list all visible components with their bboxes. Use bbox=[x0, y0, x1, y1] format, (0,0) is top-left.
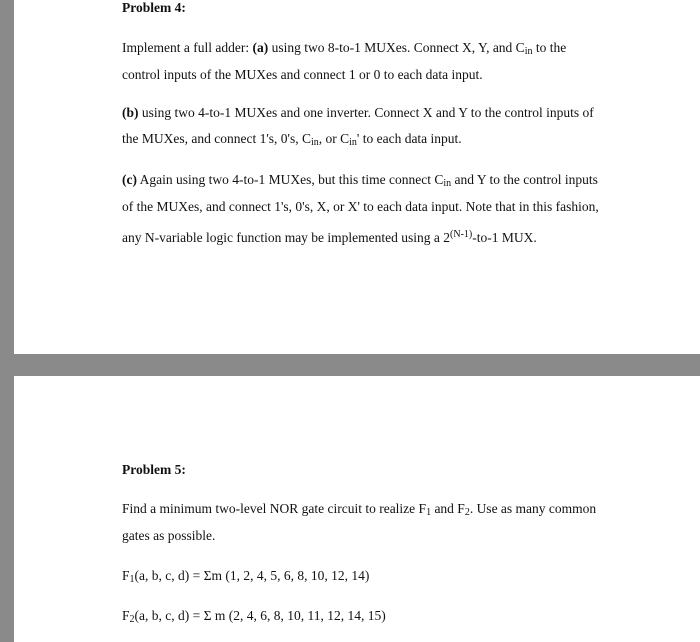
c-text-4: -to-1 MUX. bbox=[472, 230, 537, 245]
part-c-label: (c) bbox=[122, 172, 137, 187]
c-text-2: and Y to the control inputs bbox=[451, 172, 598, 187]
f1-equation bbox=[122, 568, 369, 585]
document-page-2 bbox=[14, 376, 700, 642]
sub-1: 1 bbox=[426, 507, 432, 518]
sub-2: 2 bbox=[464, 507, 470, 518]
f2-equation bbox=[122, 608, 386, 625]
problem-4-c-line-2: of the MUXes, and connect 1's, 0's, X, or X' to each data input. Note that in this fashion, bbox=[122, 199, 599, 214]
c-text-3: any N-variable logic function may be implemented using a 2 bbox=[122, 230, 451, 245]
sub-2: 2 bbox=[129, 614, 135, 625]
sub-1: 1 bbox=[129, 574, 135, 585]
b-text-4: ' to each data input. bbox=[356, 131, 462, 146]
f1-text: (a, b, c, d) = Σm (1, 2, 4, 5, 6, 8, 10, 12, 14) bbox=[134, 568, 370, 583]
part-a-label: (a) bbox=[252, 40, 269, 55]
f1-f: F bbox=[122, 568, 130, 583]
sub-in: in bbox=[443, 178, 452, 189]
problem-5-line-1 bbox=[122, 501, 596, 518]
p5-text-3: . Use as many common bbox=[469, 501, 597, 516]
a-text-2: using two 8-to-1 MUXes. Connect X, Y, and C bbox=[268, 40, 525, 55]
problem-4-b-line-1 bbox=[122, 105, 594, 121]
problem-4-c-line-3 bbox=[122, 229, 537, 246]
problem-4-a-line-2: control inputs of the MUXes and connect 1 or 0 to each data input. bbox=[122, 67, 483, 82]
problem-4-c-line-1 bbox=[122, 172, 598, 189]
a-text-3: to the bbox=[532, 40, 567, 55]
p5-text-2: and F bbox=[431, 501, 465, 516]
sub-in: in bbox=[349, 137, 357, 148]
f2-text: (a, b, c, d) = Σ m (2, 4, 6, 8, 10, 11, 12, 14, 15) bbox=[134, 608, 386, 623]
document-page-1 bbox=[14, 0, 700, 354]
b-text-3: , or C bbox=[318, 131, 350, 146]
problem-4-a-line-1 bbox=[122, 40, 566, 57]
b-text-1: using two 4-to-1 MUXes and one inverter. Connect X and Y to the control inputs of bbox=[138, 105, 594, 120]
a-text-1: Implement a full adder: bbox=[122, 40, 253, 55]
problem-5-title: Problem 5: bbox=[122, 462, 186, 477]
c-text-1: Again using two 4-to-1 MUXes, but this time connect C bbox=[136, 172, 444, 187]
part-b-label: (b) bbox=[122, 105, 139, 120]
problem-5-line-2: gates as possible. bbox=[122, 528, 216, 543]
sub-in: in bbox=[310, 137, 319, 148]
b-text-2: the MUXes, and connect 1's, 0's, C bbox=[122, 131, 311, 146]
sub-in: in bbox=[524, 46, 533, 57]
f2-f: F bbox=[122, 608, 130, 623]
sup-n-minus-1: (N-1) bbox=[450, 229, 473, 240]
problem-4-b-line-2 bbox=[122, 131, 462, 148]
problem-4-title: Problem 4: bbox=[122, 0, 186, 15]
p5-text-1: Find a minimum two-level NOR gate circuit to realize F bbox=[122, 501, 427, 516]
